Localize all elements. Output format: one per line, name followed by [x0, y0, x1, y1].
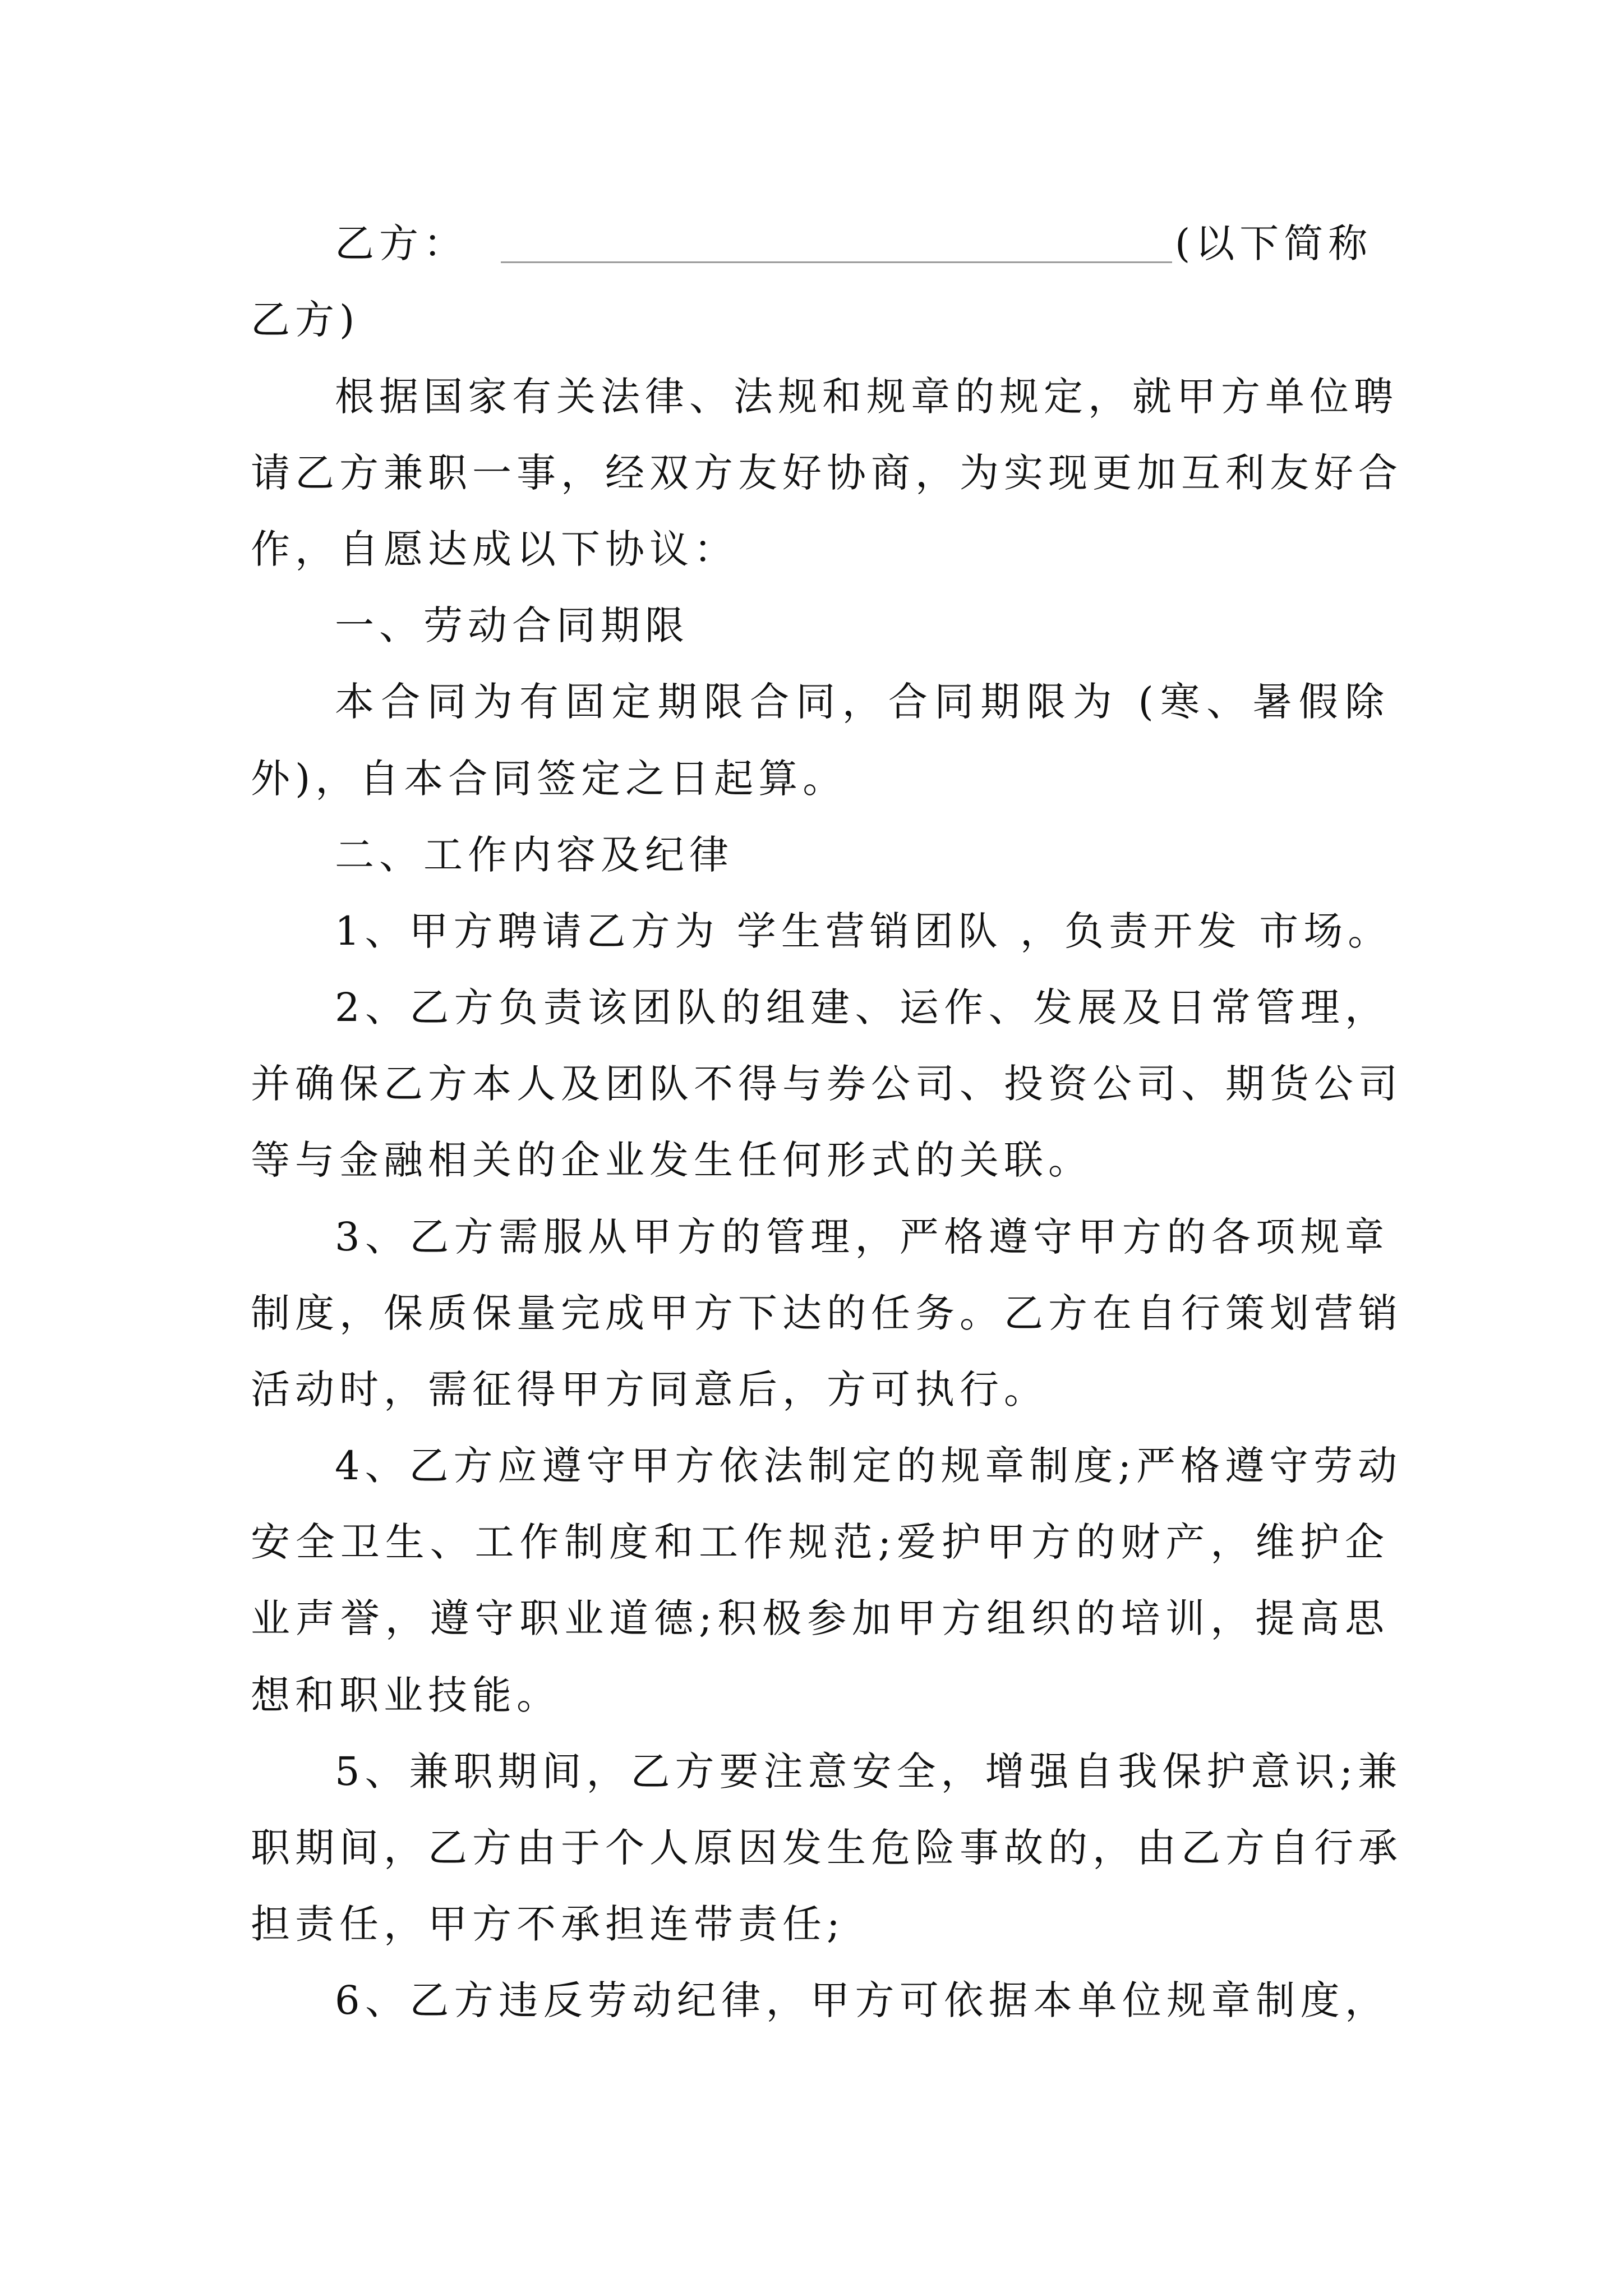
- paragraph-line: 本合同为有固定期限合同，合同期限为 (寒、暑假除: [335, 679, 1389, 725]
- paragraph-line: 5、兼职期间，乙方要注意安全，增强自我保护意识;兼: [335, 1749, 1403, 1795]
- paragraph-line: 想和职业技能。: [251, 1672, 561, 1718]
- paragraph-line: 并确保乙方本人及团队不得与券公司、投资公司、期货公司: [251, 1061, 1403, 1107]
- paragraph-line: 乙方): [251, 297, 360, 343]
- paragraph-line: 作，自愿达成以下协议：: [251, 526, 738, 572]
- paragraph-line: 2、乙方负责该团队的组建、运作、发展及日常管理，: [335, 984, 1389, 1030]
- paragraph-line: 3、乙方需服从甲方的管理，严格遵守甲方的各项规章: [335, 1214, 1389, 1260]
- section-heading: 二、工作内容及纪律: [335, 832, 734, 878]
- paragraph-line: 根据国家有关法律、法规和规章的规定，就甲方单位聘: [335, 374, 1398, 420]
- paragraph-line: 业声誉，遵守职业道德;积极参加甲方组织的培训，提高思: [251, 1595, 1389, 1641]
- party-b-label: 乙方：: [335, 220, 468, 266]
- paragraph-line: 活动时，需征得甲方同意后，方可执行。: [251, 1366, 1048, 1412]
- paragraph-line: 外)，自本合同签定之日起算。: [251, 756, 847, 802]
- party-b-abbr-note: (以下简称: [1175, 220, 1373, 266]
- paragraph-line: 职期间，乙方由于个人原因发生危险事故的，由乙方自行承: [251, 1825, 1403, 1871]
- paragraph-line: 请乙方兼职一事，经双方友好协商，为实现更加互利友好合: [251, 450, 1403, 496]
- paragraph-line: 制度，保质保量完成甲方下达的任务。乙方在自行策划营销: [251, 1290, 1403, 1336]
- paragraph-line: 1、甲方聘请乙方为 学生营销团队 ，负责开发 市场。: [335, 908, 1393, 954]
- party-b-name-blank: [501, 261, 1172, 263]
- paragraph-line: 4、乙方应遵守甲方依法制定的规章制度;严格遵守劳动: [335, 1443, 1403, 1489]
- paragraph-line: 6、乙方违反劳动纪律，甲方可依据本单位规章制度，: [335, 1977, 1389, 2023]
- paragraph-line: 等与金融相关的企业发生任何形式的关联。: [251, 1137, 1092, 1183]
- paragraph-line: 担责任，甲方不承担连带责任;: [251, 1901, 845, 1947]
- paragraph-line: 安全卫生、工作制度和工作规范;爱护甲方的财产，维护企: [251, 1519, 1389, 1565]
- section-heading: 一、劳动合同期限: [335, 602, 689, 648]
